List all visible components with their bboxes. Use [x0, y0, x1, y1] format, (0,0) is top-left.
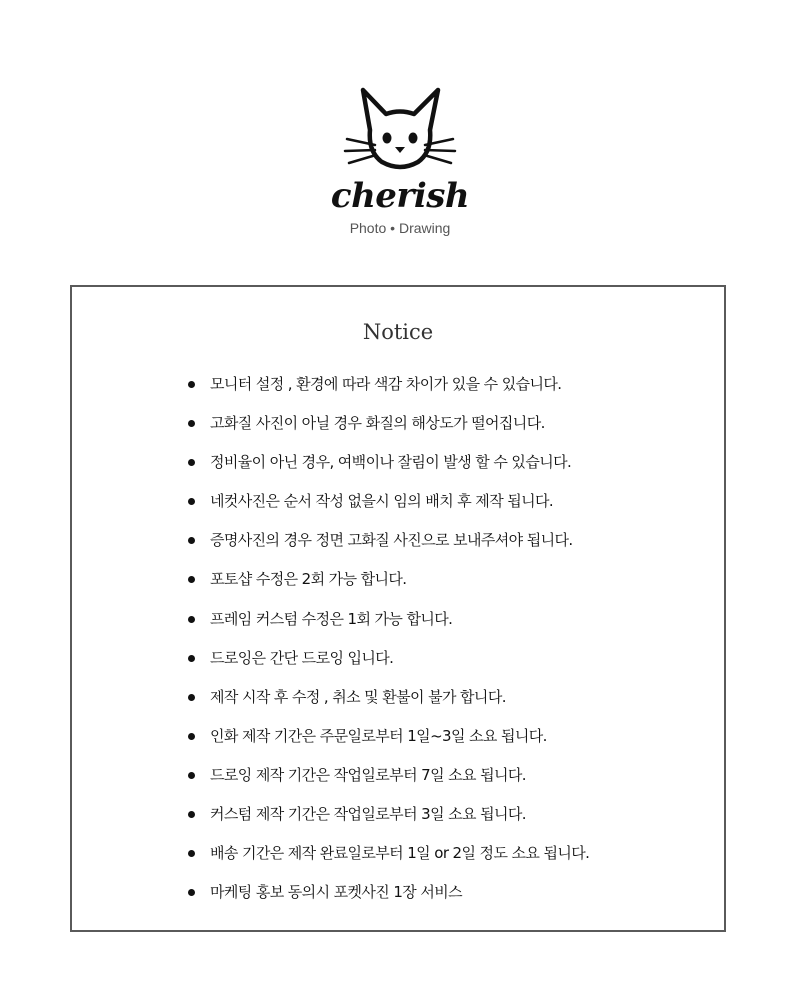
notice-item: [188, 719, 589, 758]
bullet-icon: [188, 733, 195, 740]
notice-item: [188, 445, 589, 484]
bullet-icon: [188, 537, 195, 544]
bullet-icon: [188, 850, 195, 857]
bullet-icon: [188, 381, 195, 388]
notice-item: [188, 836, 589, 875]
notice-list: [188, 367, 589, 914]
notice-item: [188, 367, 589, 406]
brand-tagline: Photo • Drawing: [349, 220, 451, 236]
bullet-icon: [188, 498, 195, 505]
notice-item-text: 증명사진의 경우 정면 고화질 사진으로 보내주셔야 됩니다.: [210, 531, 573, 550]
notice-item: [188, 680, 589, 719]
notice-item: [188, 758, 589, 797]
notice-item: [188, 562, 589, 601]
notice-item: [188, 406, 589, 445]
notice-item-text: 마케팅 홍보 동의시 포켓사진 1장 서비스: [210, 883, 463, 902]
bullet-icon: [188, 420, 195, 427]
notice-item-text: 배송 기간은 제작 완료일로부터 1일 or 2일 정도 소요 됩니다.: [210, 844, 590, 863]
bullet-icon: [188, 889, 195, 896]
notice-item-text: 인화 제작 기간은 주문일로부터 1일~3일 소요 됩니다.: [210, 726, 547, 745]
bullet-icon: [188, 459, 195, 466]
notice-item-text: 드로잉은 간단 드로잉 입니다.: [210, 648, 394, 667]
bullet-icon: [188, 772, 195, 779]
notice-item-text: 고화질 사진이 아닐 경우 화질의 해상도가 떨어집니다.: [210, 414, 545, 433]
notice-item: [188, 484, 589, 523]
notice-item-text: 모니터 설정 , 환경에 따라 색감 차이가 있을 수 있습니다.: [210, 375, 562, 393]
cat-face-icon: [342, 84, 458, 182]
notice-item: [188, 875, 589, 914]
notice-item: [188, 602, 589, 641]
notice-box: [70, 285, 726, 932]
bullet-icon: [188, 616, 195, 623]
notice-item-text: 프레임 커스텀 수정은 1회 가능 합니다.: [210, 609, 453, 628]
notice-item: [188, 641, 589, 680]
brand-name: cherish: [330, 176, 470, 216]
bullet-icon: [188, 811, 195, 818]
notice-item-text: 드로잉 제작 기간은 작업일로부터 7일 소요 됩니다.: [210, 765, 526, 784]
notice-item-text: 포토샵 수정은 2회 가능 합니다.: [210, 570, 407, 589]
notice-item-text: 정비율이 아닌 경우, 여백이나 잘림이 발생 할 수 있습니다.: [210, 453, 572, 472]
bullet-icon: [188, 694, 195, 701]
bullet-icon: [188, 655, 195, 662]
notice-title: Notice: [362, 320, 434, 344]
notice-item: [188, 797, 589, 836]
notice-item-text: 제작 시작 후 수정 , 취소 및 환불이 불가 합니다.: [210, 687, 506, 706]
notice-item: [188, 523, 589, 562]
bullet-icon: [188, 576, 195, 583]
notice-item-text: 네컷사진은 순서 작성 없을시 임의 배치 후 제작 됩니다.: [210, 492, 554, 511]
notice-item-text: 커스텀 제작 기간은 작업일로부터 3일 소요 됩니다.: [210, 805, 526, 824]
